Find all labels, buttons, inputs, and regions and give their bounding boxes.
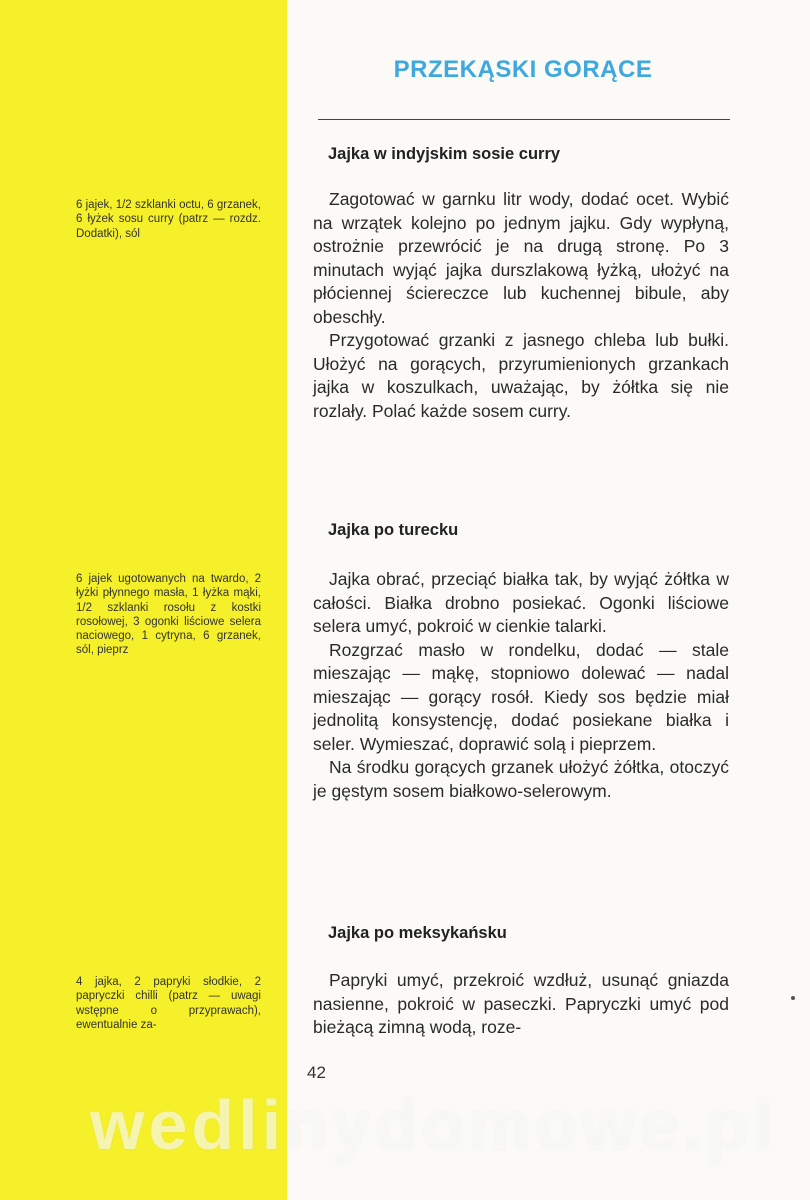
title-divider — [318, 119, 730, 120]
paragraph: Zagotować w garnku litr wody, dodać ocet. Wybić na wrzątek kolejno po jednym jajku. Gdy wypłyną, ostrożnie przewrócić je na drugą stronę. Po 3 minutach wyjąć jajka durszlakową łyżką, ułożyć na płóciennej ściereczce lub kuchennej bibule, aby obeschły. — [313, 189, 729, 327]
page-number: 42 — [307, 1063, 326, 1082]
paragraph: Jajka obrać, przeciąć białka tak, by wyjąć żółtka w całości. Białka drobno posiekać. Ogonki liściowe selera umyć, pokroić w cienkie talarki. — [313, 569, 729, 636]
recipe-body — [313, 568, 729, 803]
page-title: PRZEKĄSKI GORĄCE — [393, 56, 653, 83]
paragraph: Rozgrzać masło w rondelku, dodać — stale mieszając — mąkę, stopniowo dolewać — nadal mieszając — gorący rosół. Kiedy sos będzie miał jednolitą konsystencję, dodać posiekane białka i seler. Wymieszać, doprawić solą i pieprzem. — [313, 639, 729, 754]
watermark: wedlinydomowe.pl — [90, 1086, 777, 1164]
paragraph: Papryki umyć, przekroić wzdłuż, usunąć gniazda nasienne, pokroić w paseczki. Papryczki umyć pod bieżącą zimną wodą, roze- — [313, 970, 729, 1037]
recipe-title: Jajka w indyjskim sosie curry — [328, 145, 561, 163]
ingredients-list: 6 jajek, 1/2 szklanki octu, 6 grzanek, 6 łyżek sosu curry (patrz — rozdz. Dodatki), sól — [76, 199, 261, 240]
recipe-title: Jajka po turecku — [328, 521, 459, 539]
ingredients-list: 4 jajka, 2 papryki słodkie, 2 papryczki chilli (patrz — uwagi wstępne o przyprawach), ewentualnie za- — [76, 976, 261, 1031]
paragraph: Na środku gorących grzanek ułożyć żółtka, otoczyć je gęstym sosem białkowo-selerowym. — [313, 757, 729, 801]
paragraph: Przygotować grzanki z jasnego chleba lub bułki. Ułożyć na gorących, przyrumienionych grzankach jajka w koszulkach, uważając, by żółtka się nie rozlały. Polać każde sosem curry. — [313, 330, 729, 421]
print-speck — [791, 996, 795, 1000]
recipe-body — [313, 969, 729, 1040]
ingredients-list: 6 jajek ugotowanych na twardo, 2 łyżki płynnego masła, 1 łyżka mąki, 1/2 szklanki rosołu z kostki rosołowej, 3 ogonki liściowe selera naciowego, 1 cytryna, 6 grzanek, sól, pieprz — [76, 573, 261, 657]
recipe-body — [313, 188, 729, 423]
recipe-title: Jajka po meksykańsku — [328, 924, 507, 942]
